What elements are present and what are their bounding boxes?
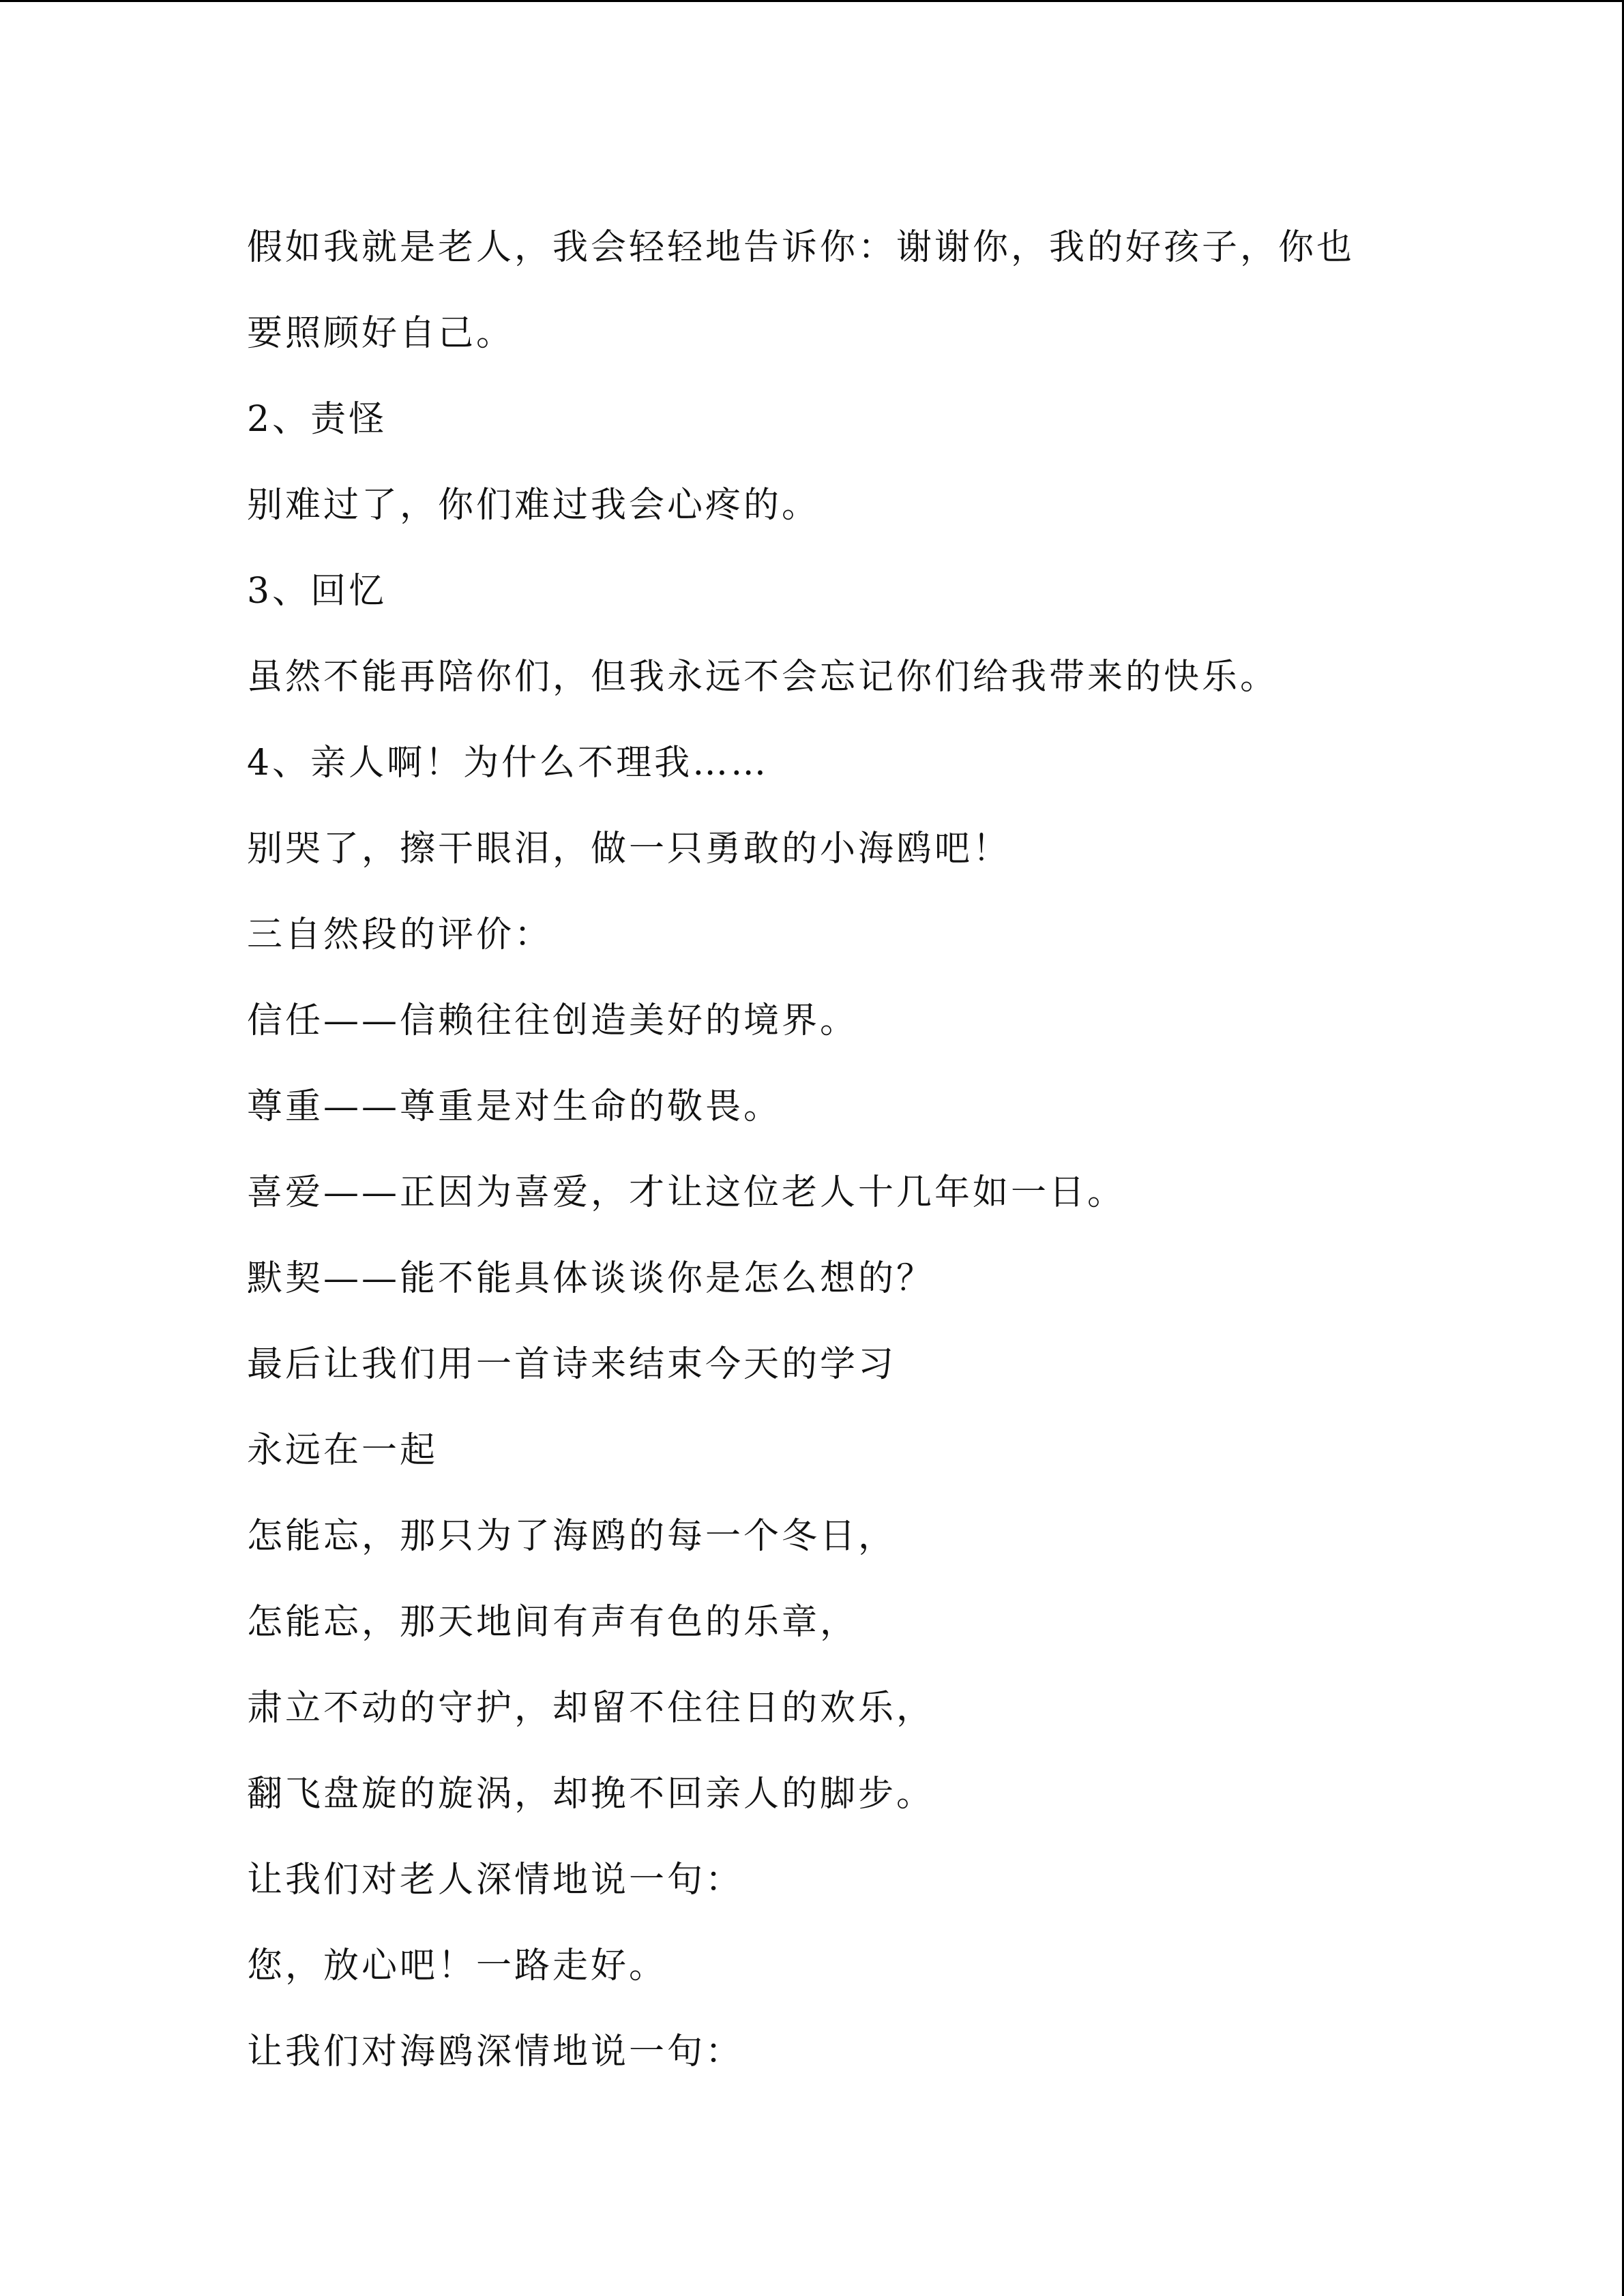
evaluation-line: 信任——信赖往往创造美好的境界。 xyxy=(247,1000,859,1041)
section-heading: 2、责怪 xyxy=(247,399,387,440)
paragraph-line: 您，放心吧！一路走好。 xyxy=(247,1945,668,1986)
evaluation-line: 喜爱——正因为喜爱，才让这位老人十几年如一日。 xyxy=(247,1172,1126,1213)
section-heading: 三自然段的评价： xyxy=(247,914,553,955)
paragraph-line: 别哭了，擦干眼泪，做一只勇敢的小海鸥吧！ xyxy=(247,829,1012,869)
document-body xyxy=(247,205,1406,2095)
paragraph-line: 让我们对海鸥深情地说一句： xyxy=(247,2031,744,2072)
poem-line: 肃立不动的守护，却留不住往日的欢乐， xyxy=(247,1688,935,1729)
paragraph-line: 假如我就是老人，我会轻轻地告诉你：谢谢你，我的好孩子，你也 xyxy=(247,227,1355,268)
paragraph-line: 最后让我们用一首诗来结束今天的学习 xyxy=(247,1344,897,1385)
poem-line: 怎能忘，那天地间有声有色的乐章， xyxy=(247,1602,859,1643)
paragraph-line: 虽然不能再陪你们，但我永远不会忘记你们给我带来的快乐。 xyxy=(247,657,1279,698)
section-heading: 4、亲人啊！为什么不理我…… xyxy=(247,743,769,784)
page-top-border xyxy=(0,0,1624,2)
evaluation-line: 尊重——尊重是对生命的敬畏。 xyxy=(247,1086,782,1127)
paragraph-line: 让我们对老人深情地说一句： xyxy=(247,1860,744,1900)
paragraph-line: 别难过了，你们难过我会心疼的。 xyxy=(247,485,821,526)
poem-line: 翻飞盘旋的旋涡，却挽不回亲人的脚步。 xyxy=(247,1774,935,1815)
evaluation-line: 默契——能不能具体谈谈你是怎么想的？ xyxy=(247,1258,935,1299)
paragraph-line: 要照顾好自己。 xyxy=(247,313,515,354)
poem-line: 怎能忘，那只为了海鸥的每一个冬日， xyxy=(247,1516,897,1557)
section-heading: 3、回忆 xyxy=(247,571,387,612)
poem-title: 永远在一起 xyxy=(247,1430,439,1471)
